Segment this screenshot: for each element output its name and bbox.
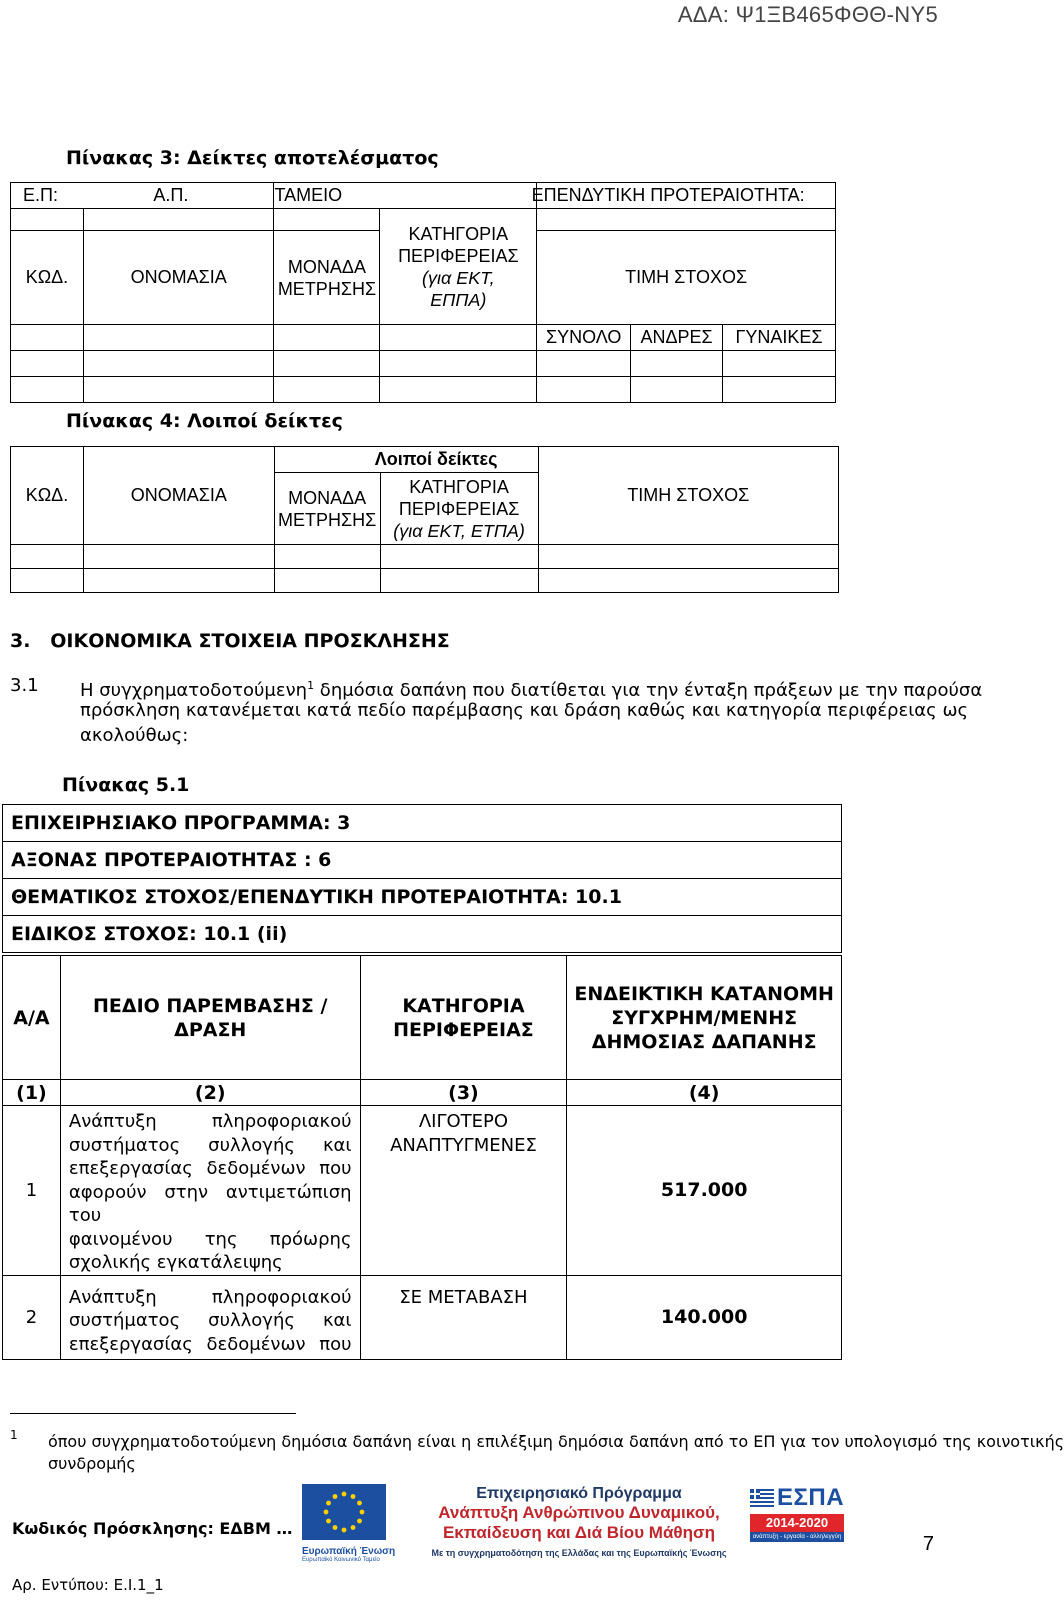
op-line3: Εκπαίδευση και Διά Βίου Μάθηση	[442, 1523, 716, 1542]
t3-empty	[11, 209, 84, 231]
t5-aa-head: Α/Α	[3, 956, 61, 1080]
t5-specific: ΕΙΔΙΚΟΣ ΣΤΟΧΟΣ: 10.1 (ii)	[3, 916, 842, 953]
espa-logo	[750, 1484, 844, 1566]
t4-other-head: Λοιποί δείκτες	[274, 447, 538, 473]
table3	[10, 182, 836, 403]
field-line: Ανάπτυξη πληροφοριακού	[68, 1111, 352, 1132]
t4-code-head: ΚΩΔ.	[11, 447, 84, 545]
page-number: 7	[922, 1533, 934, 1555]
op-line4: Με τη συγχρηματοδότηση της Ελλάδας και της Ευρωπαϊκής Ένωσης	[431, 1548, 727, 1558]
eu-label: Ευρωπαϊκή Ένωση	[302, 1546, 396, 1557]
field-line: επεξεργασίας δεδομένων που	[68, 1333, 352, 1355]
t3-priority: ΕΠΕΝΔΥΤΙΚΗ ΠΡΟΤΕΡΑΙΟΤΗΤΑ:	[537, 183, 836, 209]
t3-region-head: ΚΑΤΗΓΟΡΙΑ ΠΕΡΙΦΕΡΕΙΑΣ (για ΕΚΤ, ΕΠΠΑ)	[380, 209, 537, 325]
t3-empty	[274, 325, 380, 351]
table3-caption: Πίνακας 3: Δείκτες αποτελέσματος	[66, 147, 439, 169]
t3-total-head: ΣΥΝΟΛΟ	[537, 325, 631, 351]
table4-caption: Πίνακας 4: Λοιποί δείκτες	[66, 410, 343, 432]
section3-paragraph-line2: πρόσκληση κατανέμεται κατά πεδίο παρέμβασης και δράση καθώς και κατηγορία περιφέρειας ως	[80, 700, 969, 721]
t3-ep: Ε.Π:	[11, 183, 84, 209]
field-line: αφορούν στην αντιμετώπιση του	[68, 1181, 352, 1226]
t5-row1-cat: ΛΙΓΟΤΕΡΟ ΑΝΑΠΤΥΓΜΕΝΕΣ	[360, 1106, 567, 1276]
t5-row2-cat: ΣΕ ΜΕΤΑΒΑΣΗ	[360, 1275, 567, 1359]
table-row	[3, 1106, 842, 1276]
t5-row2-amount: 140.000	[567, 1275, 842, 1359]
ada-header: ΑΔΑ: Ψ1ΞΒ465ΦΘΘ-ΝΥ5	[677, 2, 938, 27]
greek-flag-icon	[750, 1489, 774, 1507]
t3-empty	[11, 325, 84, 351]
eu-logo	[302, 1484, 396, 1563]
t3-ap: Α.Π.	[83, 183, 274, 209]
field-line: Ανάπτυξη πληροφοριακού	[68, 1286, 352, 1308]
t4-name-head: ΟΝΟΜΑΣΙΑ	[83, 447, 274, 545]
t3-empty	[83, 209, 274, 231]
section3-num: 3.1	[10, 675, 39, 696]
t5-field-head: ΠΕΔΙΟ ΠΑΡΕΜΒΑΣΗΣ / ΔΡΑΣΗ	[60, 956, 360, 1080]
table4	[10, 446, 839, 593]
t3-empty	[83, 325, 274, 351]
t3-empty	[380, 325, 537, 351]
t5-num-4: (4)	[567, 1080, 842, 1106]
t5-num-2: (2)	[60, 1080, 360, 1106]
form-number: Αρ. Εντύπου: Ε.Ι.1_1	[12, 1576, 164, 1594]
field-line: συστήματος συλλογής και	[68, 1310, 352, 1331]
t3-tameio: ΤΑΜΕΙΟ	[274, 183, 537, 209]
t5-cat-head: ΚΑΤΗΓΟΡΙΑ ΠΕΡΙΦΕΡΕΙΑΣ	[360, 956, 567, 1080]
t4-target-head: ΤΙΜΗ ΣΤΟΧΟΣ	[538, 447, 838, 545]
t5-row2-field	[60, 1275, 360, 1359]
eu-sub: Ευρωπαϊκό Κοινωνικό Ταμείο	[302, 1557, 380, 1563]
t5-row1-aa: 1	[3, 1106, 61, 1276]
footnote-line2: συνδρομής	[48, 1454, 136, 1473]
t3-target-head: ΤΙΜΗ ΣΤΟΧΟΣ	[537, 231, 836, 325]
t5-axis: ΑΞΟΝΑΣ ΠΡΟΤΕΡΑΙΟΤΗΤΑΣ : 6	[3, 842, 842, 879]
espa-title: ΕΣΠΑ	[777, 1484, 845, 1511]
footnote-line1: όπου συγχρηματοδοτούμενη δημόσια δαπάνη είναι η επιλέξιμη δημόσια δαπάνη από το ΕΠ για τον υπολογισμό της κοινοτικής	[48, 1432, 1064, 1451]
section3-paragraph-line1: Η συγχρηματοδοτούμενη$^1$ δημόσια δαπάνη που διατίθεται για την ένταξη πράξεων με την παρούσα	[80, 679, 983, 701]
t5-alloc-head: ΕΝΔΕΙΚΤΙΚΗ ΚΑΤΑΝΟΜΗ ΣΥΓΧΡΗΜ/ΜΕΝΗΣ ΔΗΜΟΣΙΑΣ ΔΑΠΑΝΗΣ	[567, 956, 842, 1080]
t5-thematic: ΘΕΜΑΤΙΚΟΣ ΣΤΟΧΟΣ/ΕΠΕΝΔΥΤΙΚΗ ΠΡΟΤΕΡΑΙΟΤΗΤΑ: 10.1	[3, 879, 842, 916]
table5-meta	[2, 804, 842, 953]
table5	[2, 955, 842, 1360]
section3-title: 3. ΟΙΚΟΝΟΜΙΚΑ ΣΤΟΙΧΕΙΑ ΠΡΟΣΚΛΗΣΗΣ	[10, 630, 450, 652]
op-logo	[416, 1484, 742, 1560]
t3-name-head: ΟΝΟΜΑΣΙΑ	[83, 231, 274, 325]
op-title: Επιχειρησιακό Πρόγραμμα	[476, 1485, 682, 1502]
table-row	[3, 1275, 842, 1359]
field-line: φαινομένου της πρόωρης	[68, 1228, 352, 1250]
op-line2: Ανάπτυξη Ανθρώπινου Δυναμικού,	[438, 1503, 720, 1522]
footnote-mark: 1	[10, 1428, 18, 1442]
footnote-ref: 1	[307, 679, 315, 692]
t5-row2-aa: 2	[3, 1275, 61, 1359]
espa-motto: ανάπτυξη - εργασία - αλληλεγγύη	[750, 1532, 844, 1542]
t3-men-head: ΑΝΔΡΕΣ	[631, 325, 723, 351]
t4-unit-head: ΜΟΝΑΔΑ ΜΕΤΡΗΣΗΣ	[274, 473, 380, 545]
table5-caption: Πίνακας 5.1	[62, 774, 190, 796]
t3-code-head: ΚΩΔ.	[11, 231, 84, 325]
t5-num-1: (1)	[3, 1080, 61, 1106]
t3-empty	[537, 209, 836, 231]
field-line: επεξεργασίας δεδομένων που	[68, 1158, 352, 1179]
t3-women-head: ΓΥΝΑΙΚΕΣ	[723, 325, 836, 351]
t4-region-head: ΚΑΤΗΓΟΡΙΑ ΠΕΡΙΦΕΡΕΙΑΣ (για ΕΚΤ, ΕΤΠΑ)	[380, 473, 538, 545]
call-code: Κωδικός Πρόσκλησης: ΕΔΒΜ …	[12, 1519, 293, 1538]
t5-op: ΕΠΙΧΕΙΡΗΣΙΑΚΟ ΠΡΟΓΡΑΜΜΑ: 3	[3, 805, 842, 842]
section3-paragraph-line3: ακολούθως:	[80, 725, 189, 746]
t5-num-3: (3)	[360, 1080, 567, 1106]
t5-row1-amount: 517.000	[567, 1106, 842, 1276]
espa-years: 2014-2020	[750, 1514, 844, 1532]
field-line: συστήματος συλλογής και	[68, 1134, 352, 1156]
field-line: σχολικής εγκατάλειψης	[68, 1252, 283, 1273]
t3-unit-head: ΜΟΝΑΔΑ ΜΕΤΡΗΣΗΣ	[274, 231, 380, 325]
t3-empty	[274, 209, 380, 231]
t5-row1-field	[60, 1106, 360, 1276]
footnote-separator	[10, 1413, 296, 1414]
eu-flag-icon	[302, 1484, 386, 1540]
